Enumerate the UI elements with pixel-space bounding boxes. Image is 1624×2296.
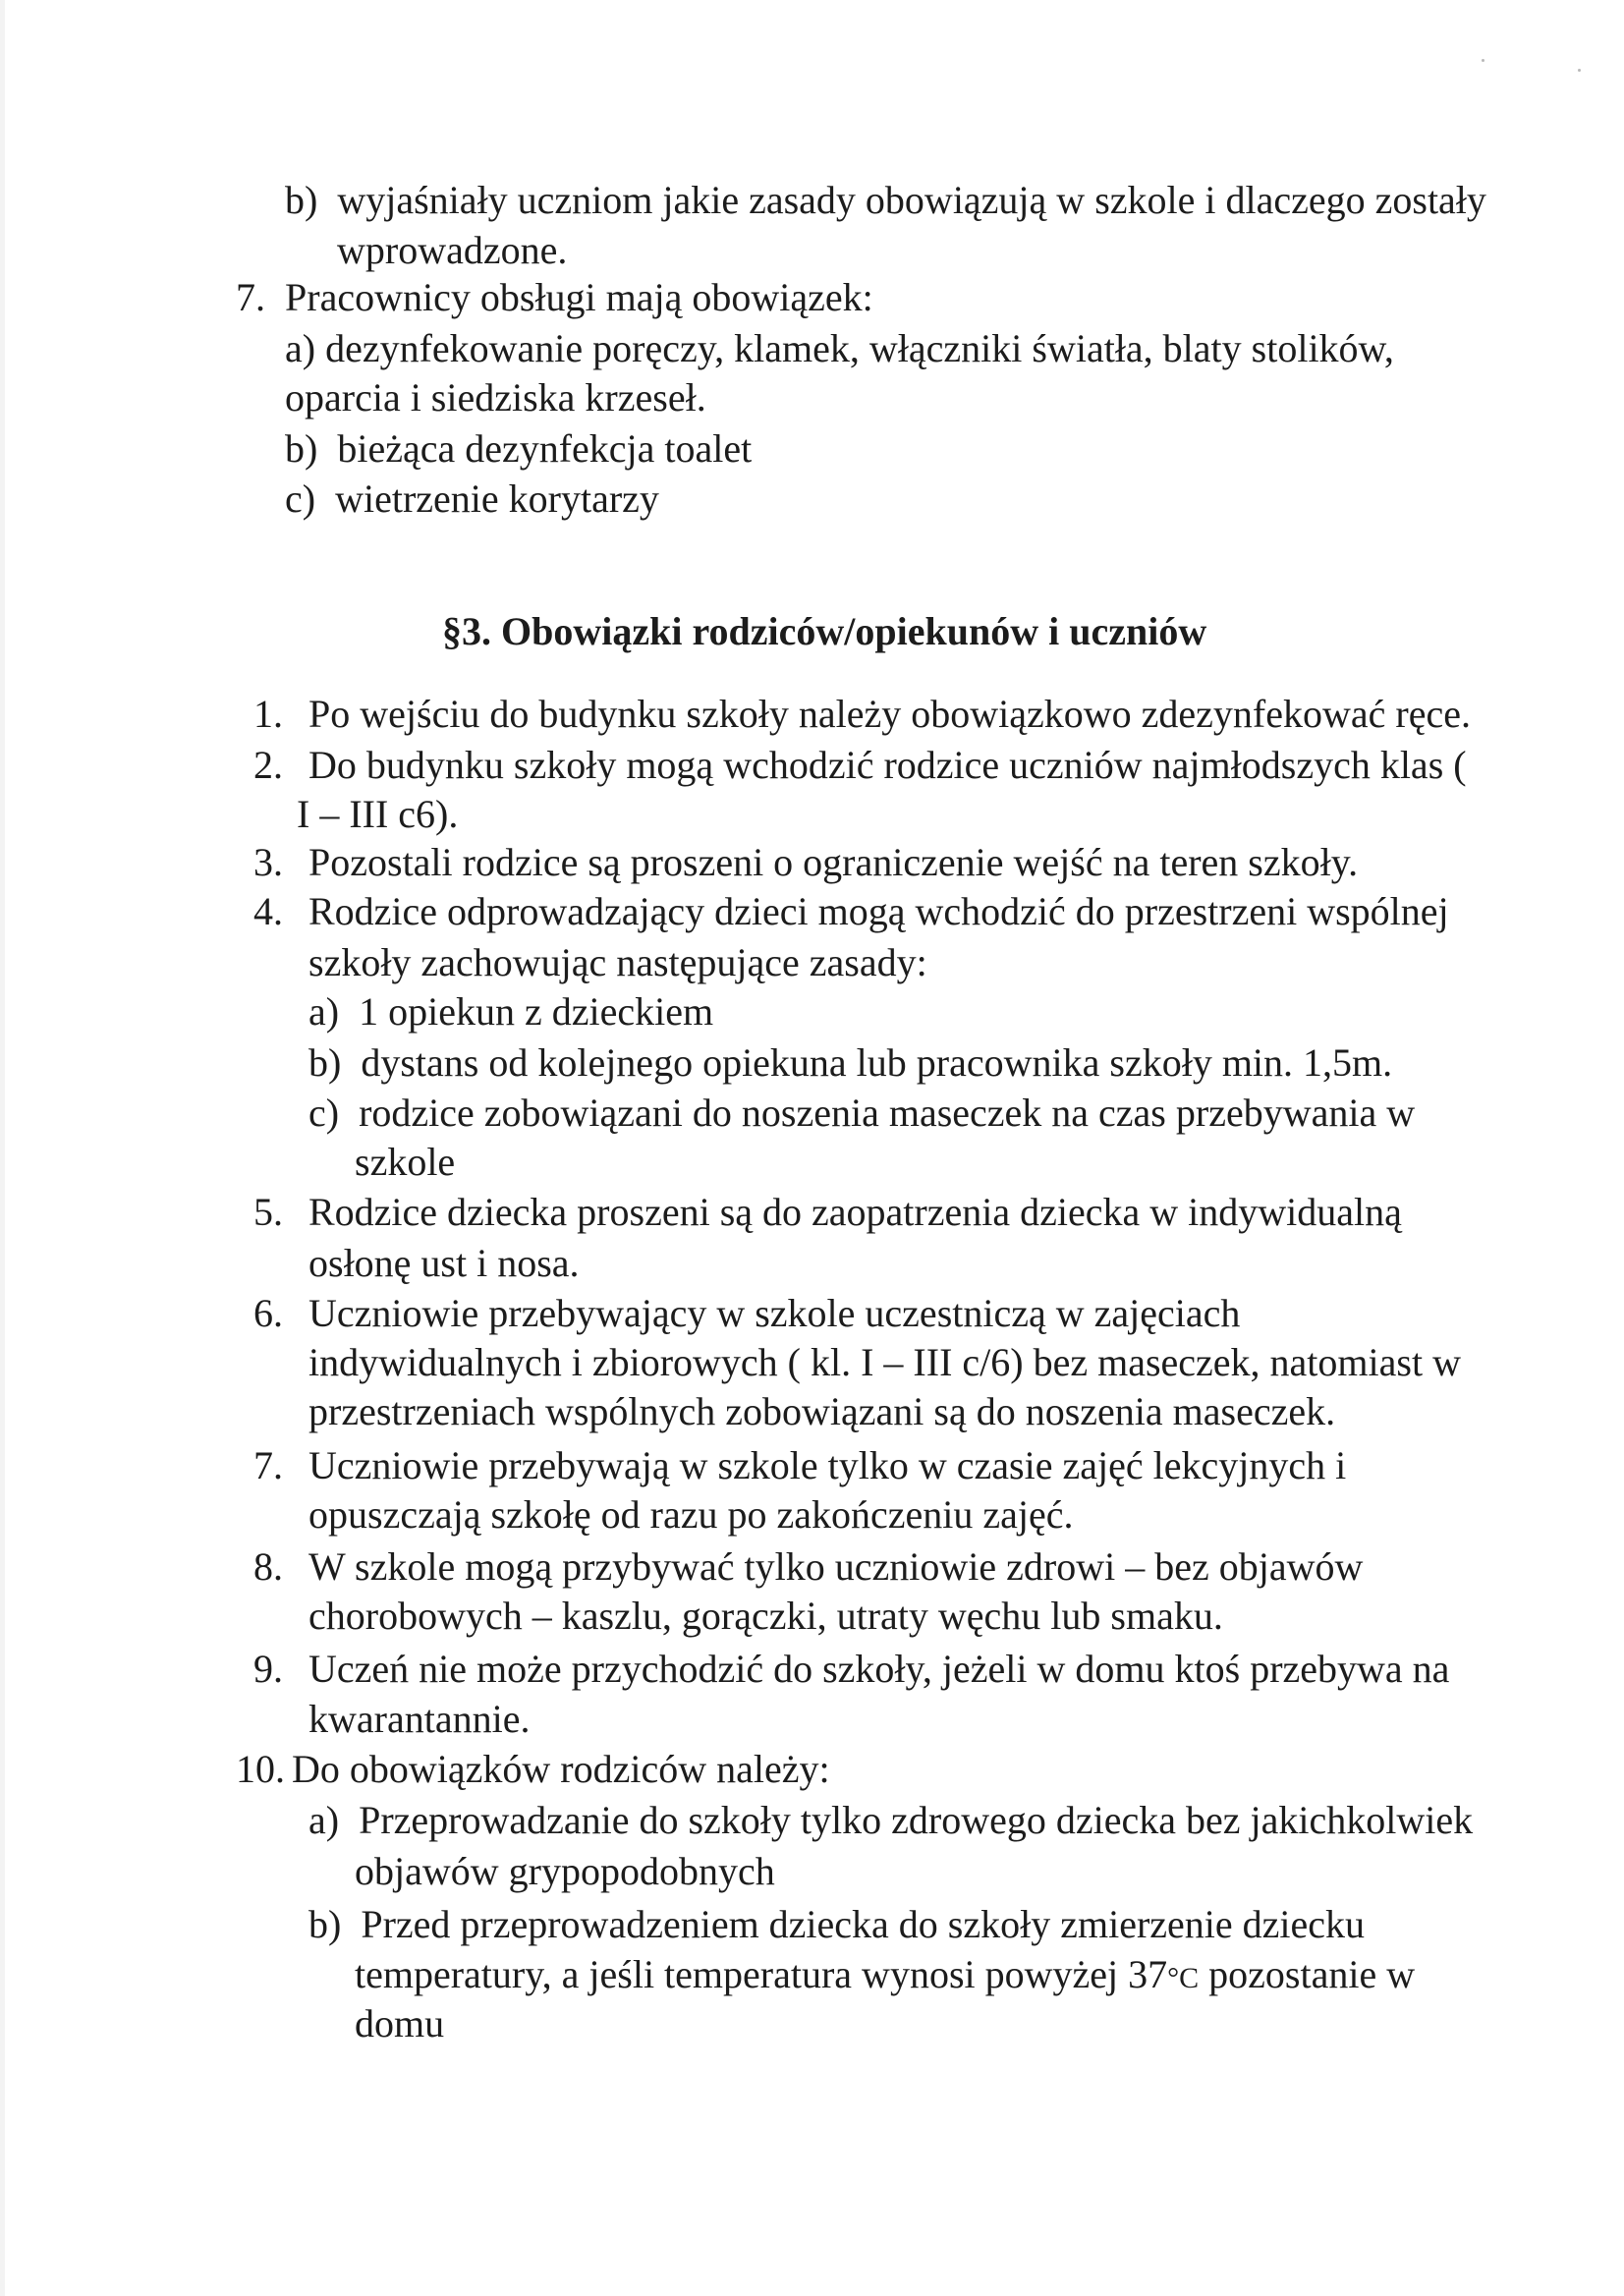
scan-speck	[1482, 59, 1484, 62]
item-b-line-1: b) wyjaśniały uczniom jakie zasady obowiązują w szkole i dlaczego zostały	[285, 178, 1486, 222]
s3-item-9-number: 9.	[253, 1647, 283, 1691]
s3-item-5-number: 5.	[253, 1190, 283, 1234]
s3-item-2-number: 2.	[253, 743, 283, 787]
s3-item-7-line-2: opuszczają szkołę od razu po zakończeniu zajęć.	[308, 1492, 1074, 1537]
scan-edge-shadow	[0, 0, 5, 2296]
item-7-c: c) wietrzenie korytarzy	[285, 476, 659, 521]
s3-item-5-line-2: osłonę ust i nosa.	[308, 1241, 580, 1285]
s3-item-3-text: Pozostali rodzice są proszeni o ograniczenie wejść na teren szkoły.	[308, 840, 1359, 884]
s3-item-4-number: 4.	[253, 889, 283, 933]
s3-item-2-line-1: Do budynku szkoły mogą wchodzić rodzice uczniów najmłodszych klas (	[308, 743, 1467, 787]
s3-item-10-number: 10.	[236, 1747, 285, 1791]
s3-item-8-line-2: chorobowych – kaszlu, gorączki, utraty węchu lub smaku.	[308, 1594, 1223, 1638]
s3-item-8-number: 8.	[253, 1544, 283, 1589]
s3-item-6-line-3: przestrzeniach wspólnych zobowiązani są do noszenia maseczek.	[308, 1389, 1336, 1433]
s3-item-2-line-2: I – III c6).	[297, 792, 459, 836]
item-7-a-line-2: oparcia i siedziska krzeseł.	[285, 375, 706, 420]
s3-item-7-line-1: Uczniowie przebywają w szkole tylko w czasie zajęć lekcyjnych i	[308, 1443, 1347, 1487]
s3-item-5-line-1: Rodzice dziecka proszeni są do zaopatrzenia dziecka w indywidualną	[308, 1190, 1402, 1234]
item-7-a-line-1: a) dezynfekowanie poręczy, klamek, włączniki światła, blaty stolików,	[285, 326, 1394, 370]
s3-item-10-sub-a-line-1: a) Przeprowadzanie do szkoły tylko zdrowego dziecka bez jakichkolwiek	[308, 1798, 1474, 1842]
s3-item-9-line-2: kwarantannie.	[308, 1697, 531, 1741]
s3-item-1-text: Po wejściu do budynku szkoły należy obowiązkowo zdezynfekować ręce.	[308, 692, 1471, 736]
s3-item-6-line-2: indywidualnych i zbiorowych ( kl. I – III c/6) bez maseczek, natomiast w	[308, 1340, 1461, 1384]
s3-item-4-sub-b: b) dystans od kolejnego opiekuna lub pracownika szkoły min. 1,5m.	[308, 1040, 1393, 1085]
item-7: 7. Pracownicy obsługi mają obowiązek:	[236, 275, 873, 319]
s3-item-4-sub-a: a) 1 opiekun z dzieckiem	[308, 989, 714, 1034]
item-b-line-2: wprowadzone.	[337, 228, 568, 272]
s3-item-6-number: 6.	[253, 1291, 283, 1335]
s3-item-3-number: 3.	[253, 840, 283, 884]
s3-item-10-text: Do obowiązków rodziców należy:	[292, 1747, 830, 1791]
temperature-unit: °C	[1167, 1962, 1200, 1994]
section-3-heading: §3. Obowiązki rodziców/opiekunów i uczniów	[442, 609, 1207, 653]
s3-item-7-number: 7.	[253, 1443, 283, 1487]
s3-item-8-line-1: W szkole mogą przybywać tylko uczniowie zdrowi – bez objawów	[308, 1544, 1364, 1589]
s3-item-10-sub-b-line-2: temperatury, a jeśli temperatura wynosi powyżej 37°C pozostanie w	[355, 1952, 1416, 1996]
s3-item-4-line-2: szkoły zachowując następujące zasady:	[308, 940, 927, 984]
s3-item-10-sub-b-line-3: domu	[355, 2001, 445, 2045]
s3-item-9-line-1: Uczeń nie może przychodzić do szkoły, jeżeli w domu ktoś przebywa na	[308, 1647, 1450, 1691]
s3-item-10-sub-a-line-2: objawów grypopodobnych	[355, 1849, 775, 1893]
s3-item-4-sub-c-line-2: szkole	[355, 1140, 456, 1184]
s3-item-4-line-1: Rodzice odprowadzający dzieci mogą wchodzić do przestrzeni wspólnej	[308, 889, 1449, 933]
item-7-b: b) bieżąca dezynfekcja toalet	[285, 426, 753, 471]
s3-item-6-line-1: Uczniowie przebywający w szkole uczestniczą w zajęciach	[308, 1291, 1241, 1335]
s3-item-1-number: 1.	[253, 692, 283, 736]
scan-speck	[1578, 69, 1581, 72]
s3-item-10-sub-b-line-1: b) Przed przeprowadzeniem dziecka do szkoły zmierzenie dziecku	[308, 1902, 1366, 1946]
s3-item-4-sub-c-line-1: c) rodzice zobowiązani do noszenia maseczek na czas przebywania w	[308, 1091, 1416, 1135]
